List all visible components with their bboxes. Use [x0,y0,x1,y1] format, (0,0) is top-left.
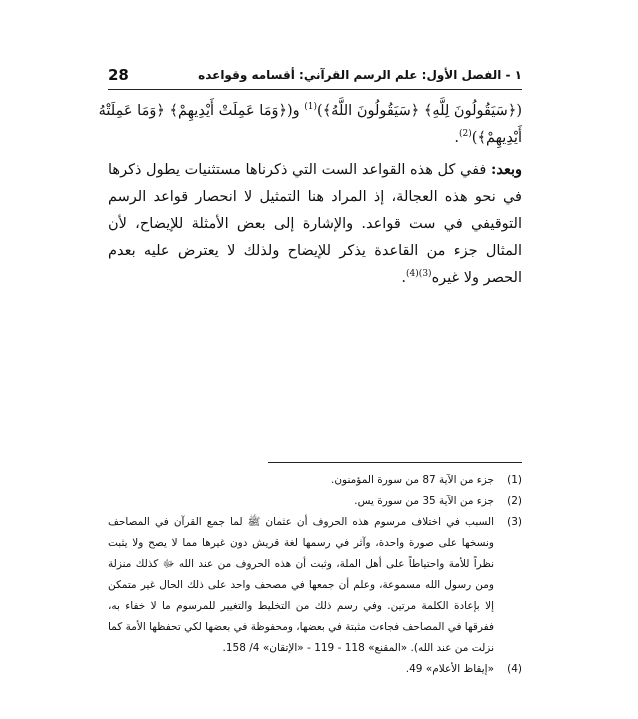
footnote-text: السبب في اختلاف مرسوم هذه الحروف أن عثمان ﷺ لما جمع القرآن في المصاحف ونسخها على صورة واحدة، وآثر في رسمها لغة قريش دون غيرها مما لا يصح ولا يثبت نظراً للأمة واحتياطاً على أهل الملة، وثبت أن هذه الحروف من عند الله ﷻ كذلك منزلة ومن رسول الله مسموعة، وعلم أن جمعها في مصحف واحد على ذلك الحال غير متمكن إلا بإعادة الكلمة مرتين. وفي رسم ذلك من التخليط والتغيير للمرسوم ما لا خفاء به، ففرقها في المصاحف فجاءت مثبتة في بعضها، ومحفوظة في بعضها لكي تحفظها الأمة كما نزلت من عند الله). «المقنع» 118 - 119 - «الإتقان» 4/ 158. [107,516,494,654]
footnote-1 [108,470,522,491]
running-head: ١ - الفصل الأول: علم الرسم القرآني: أقسامه وقواعده [198,68,522,82]
verse-line-2 [108,125,522,152]
footnote-ref-4: (4) [406,269,419,280]
paragraph-text: ففي كل هذه القواعد الست التي ذكرناها مستثنيات يطول ذكرها في نحو هذه العجالة، إذ المراد هنا التمثيل لا انحصار قواعد الرسم التوقيفي في ست قواعد. والإشارة إلى بعض الأمثلة للإيضاح، لأن المثال جزء من القاعدة يذكر للإيضاح ولذلك لا يعترض عليه بعدم الحصر ولا غيره [108,162,522,286]
paragraph-lead: وبعد: [491,161,523,178]
main-text [98,98,523,292]
page-header [108,66,522,88]
body-paragraph [108,156,522,292]
verse-pair-2-start: و(﴿وَمَا عَمِلَتْ أَيْدِيهِمْ﴾ ﴿وَمَا عَمِلَتْهُ [98,103,300,119]
verse-pair-2-end: أَيْدِيهِمْ﴾) [471,130,522,146]
verse-pair-1: (﴿سَيَقُولُونَ لِلَّهِ﴾ ﴿سَيَقُولُونَ اللَّهُ﴾) [317,103,522,119]
footnote-ref-1: (1) [304,102,318,113]
page-number: 28 [108,66,129,84]
footnote-number: (3) [507,516,522,528]
footnotes [108,470,522,680]
verse-line-1 [98,98,522,125]
header-rule [108,89,522,90]
footnote-2 [108,491,522,512]
footnote-3 [108,512,522,659]
footnote-text: «إيقاظ الأعلام» 49. [405,663,494,675]
footnote-text: جزء من الآية 35 من سورة يس. [354,495,494,507]
footnote-4 [108,659,522,680]
paragraph-period: . [401,270,407,286]
footnote-ref-3: (3) [418,269,432,280]
footnote-text: جزء من الآية 87 من سورة المؤمنون. [331,474,494,486]
verse-line-2-period: . [454,130,460,146]
footnote-number: (1) [507,474,522,486]
footnote-ref-2: (2) [459,129,472,140]
footnote-rule [268,462,522,463]
footnote-number: (2) [507,495,522,507]
footnote-number: (4) [507,663,522,675]
